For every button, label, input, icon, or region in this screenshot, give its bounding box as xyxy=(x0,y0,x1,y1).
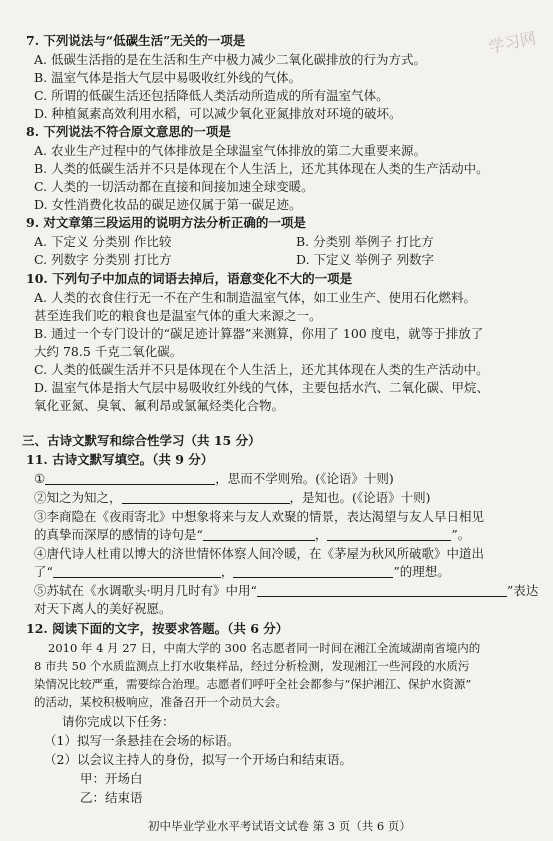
q11-line-2 xyxy=(34,490,431,506)
q7-option-a: A. 低碳生活指的是在生活和生产中极力减少二氧化碳排放的行为方式。 xyxy=(34,52,426,67)
q11-l3-suffix: ”。 xyxy=(451,527,471,542)
q10-option-b: B. 通过一个专门设计的“碳足迹计算器”来测算，你用了 100 度电，就等于排放了 xyxy=(34,326,484,341)
q11-line-1 xyxy=(34,471,394,487)
q11-l2-prefix: ②知之为知之， xyxy=(34,490,122,505)
answer-blank-4b[interactable] xyxy=(233,565,393,578)
q11-l1-prefix: ① xyxy=(34,471,46,486)
q11-l5-suffix: ”表达 xyxy=(506,583,539,598)
q7-option-d: D. 种植氮素高效利用水稻，可以减少氧化亚氮排放对环境的破坏。 xyxy=(34,106,402,121)
q11-l2-suffix: ，是知也。(《论语》十则) xyxy=(289,490,431,505)
q11-line-5 xyxy=(34,583,538,599)
q11-l4-comma: ， xyxy=(220,564,234,579)
answer-blank-2[interactable] xyxy=(122,491,290,504)
q12-passage-line-3: 染情况比较严重，需要综合治理。志愿者们呼吁全社会都参与“保护湘江、保护水资源” xyxy=(34,677,472,691)
q10-option-d-cont: 氧化亚氮、臭氧、氟利昂或氯氟烃类化合物。 xyxy=(34,398,285,413)
q12-passage-line-2: 8 市共 50 个水质监测点上打水收集样品，经过分析检测，发现湘江一些河段的水质污 xyxy=(34,659,470,673)
q10-option-a: A. 人类的衣食住行无一不在产生和制造温室气体，如工业生产、使用石化燃料。 xyxy=(34,290,476,305)
watermark-stamp: 学习网 xyxy=(486,28,538,57)
q10-stem: 10. 下列句子中加点的词语去掉后，语意变化不大的一项是 xyxy=(26,271,353,286)
q11-line-4: ④唐代诗人杜甫以博大的济世情怀体察人间冷暖，在《茅屋为秋风所破歌》中道出 xyxy=(34,546,485,561)
q12-task-intro: 请你完成以下任务： xyxy=(62,714,175,729)
q11-line-5-cont: 对天下离人的美好祝愿。 xyxy=(34,601,172,616)
q9-option-c: C. 列数字 分类别 打比方 xyxy=(34,252,172,267)
q11-line-3-cont xyxy=(34,527,470,543)
section-3-title: 三、古诗文默写和综合性学习（共 15 分） xyxy=(22,433,261,448)
q11-l3-prefix: 的真挚而深厚的感情的诗句是“ xyxy=(34,527,203,542)
q7-stem: 7. 下列说法与“低碳生活”无关的一项是 xyxy=(26,33,246,48)
q12-stem: 12. 阅读下面的文字，按要求答题。（共 6 分） xyxy=(26,621,289,636)
q12-opening-label: 甲：开场白 xyxy=(80,771,143,786)
q10-option-d: D. 温室气体是指大气层中易吸收红外线的气体，主要包括水汽、二氧化碳、甲烷、 xyxy=(34,380,490,395)
q10-option-a-cont: 甚至连我们吃的粮食也是温室气体的重大来源之一。 xyxy=(34,308,322,323)
q10-option-c: C. 人类的低碳生活并不只是体现在个人生活上，还尤其体现在人类的生产活动中。 xyxy=(34,362,489,377)
q9-option-b: B. 分类别 举例子 打比方 xyxy=(296,234,434,249)
answer-blank-3b[interactable] xyxy=(327,528,451,541)
q11-l1-suffix: ，思而不学则殆。(《论语》十则) xyxy=(215,471,394,486)
q11-line-3: ③李商隐在《夜雨寄北》中想象将来与友人欢聚的情景，表达渴望与友人早日相见 xyxy=(34,509,485,524)
page-footer: 初中毕业学业水平考试语文试卷 第 3 页（共 6 页） xyxy=(148,819,411,833)
q10-option-b-cont: 大约 78.5 千克二氧化碳。 xyxy=(34,344,183,359)
q9-stem: 9. 对文章第三段运用的说明方法分析正确的一项是 xyxy=(26,215,306,230)
q8-option-b: B. 人类的低碳生活并不只是体现在个人生活上，还尤其体现在人类的生产活动中。 xyxy=(34,161,489,176)
q7-option-b: B. 温室气体是指大气层中易吸收红外线的气体。 xyxy=(34,70,302,85)
q8-option-d: D. 女性消费化妆品的碳足迹仅属于第一碳足迹。 xyxy=(34,197,302,212)
q12-passage-line-4: 的活动，某校积极响应，准备召开一个动员大会。 xyxy=(34,695,287,709)
q11-l5-prefix: ⑤苏轼在《水调歌头·明月几时有》中用“ xyxy=(34,583,257,598)
q11-l3-comma: ， xyxy=(314,527,328,542)
q8-option-a: A. 农业生产过程中的气体排放是全球温室气体排放的第二大重要来源。 xyxy=(34,143,426,158)
q8-stem: 8. 下列说法不符合原文意思的一项是 xyxy=(26,124,231,139)
q7-option-c: C. 所谓的低碳生活还包括降低人类活动所造成的所有温室气体。 xyxy=(34,88,389,103)
q12-passage-line-1: 2010 年 4 月 27 日，中南大学的 300 名志愿者同一时间在湘江全流域湖南省境内的 xyxy=(48,641,481,655)
q12-task-1: （1）拟写一条悬挂在会场的标语。 xyxy=(44,733,240,748)
q9-option-a: A. 下定义 分类别 作比较 xyxy=(34,234,172,249)
q11-l4-prefix: 了“ xyxy=(34,564,53,579)
answer-blank-4a[interactable] xyxy=(53,565,221,578)
q9-option-d: D. 下定义 举例子 列数字 xyxy=(296,252,434,267)
q12-task-2: （2）以会议主持人的身份，拟写一个开场白和结束语。 xyxy=(44,752,352,767)
q11-l4-suffix: ”的理想。 xyxy=(393,564,450,579)
answer-blank-5[interactable] xyxy=(257,584,507,597)
answer-blank-1[interactable] xyxy=(45,472,215,485)
answer-blank-3a[interactable] xyxy=(203,528,315,541)
q11-line-4-cont xyxy=(34,564,450,580)
q11-stem: 11. 古诗文默写填空。（共 9 分） xyxy=(26,452,214,467)
q8-option-c: C. 人类的一切活动都在直接和间接加速全球变暖。 xyxy=(34,179,314,194)
q12-closing-label: 乙：结束语 xyxy=(80,790,143,805)
